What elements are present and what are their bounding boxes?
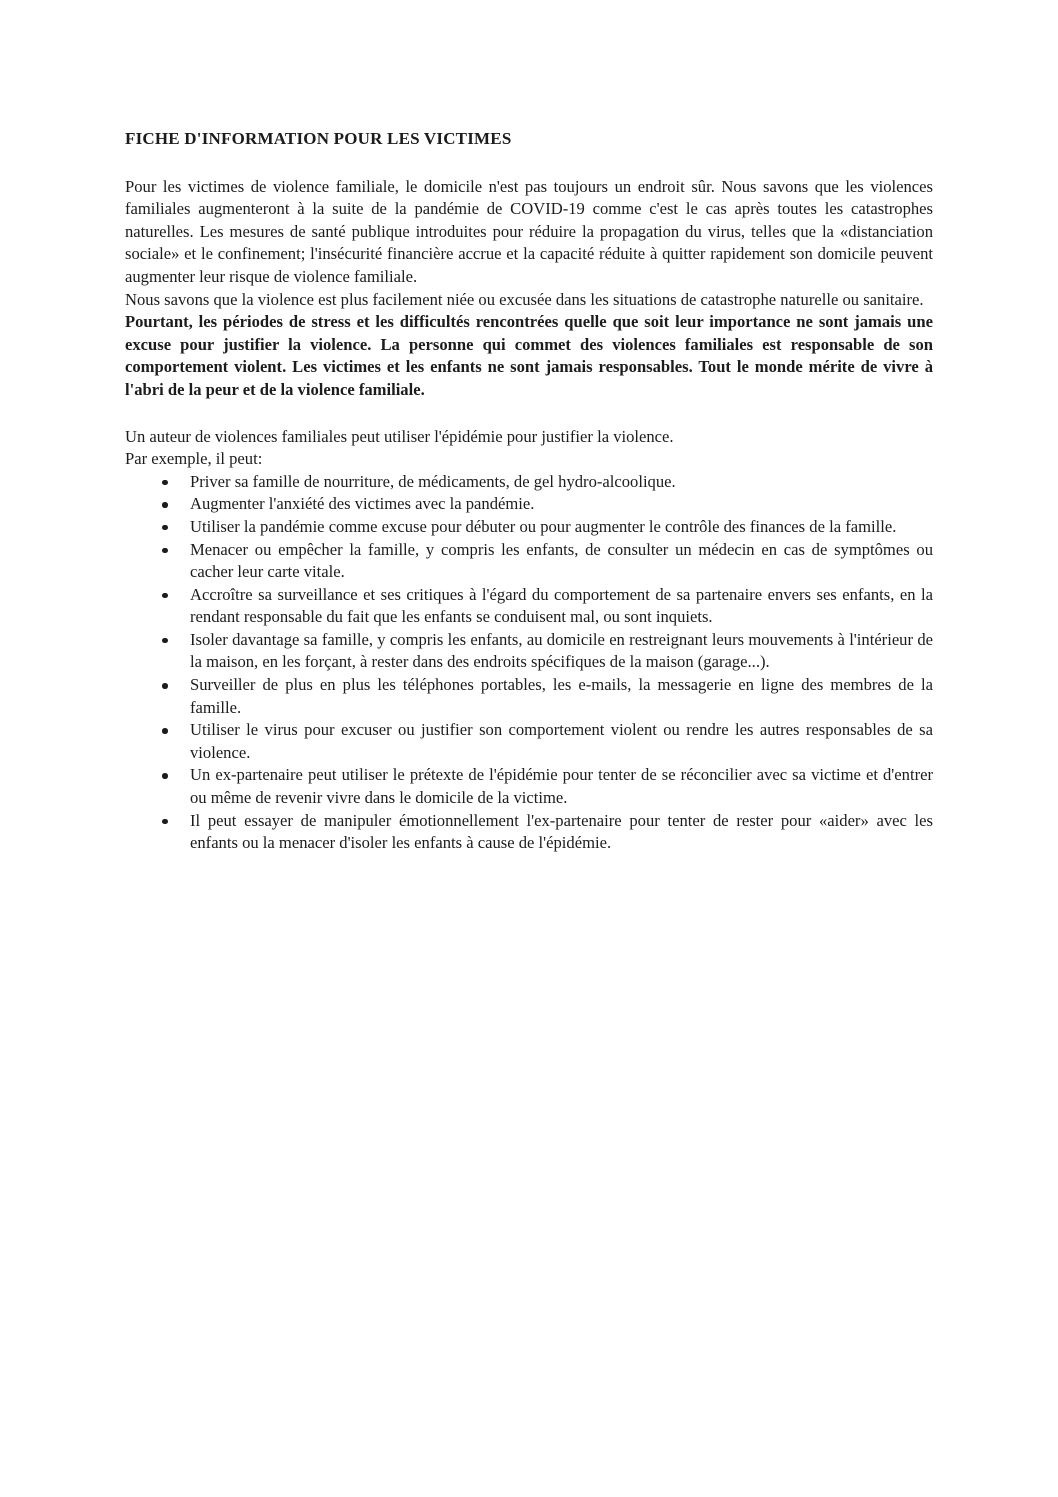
paragraph-denial: Nous savons que la violence est plus facilement niée ou excusée dans les situations de catastrophe naturelle ou sanitaire.: [125, 289, 924, 309]
list-item: Augmenter l'anxiété des victimes avec la pandémie.: [125, 493, 933, 516]
examples-label: Par exemple, il peut:: [125, 449, 263, 469]
list-item: Un ex-partenaire peut utiliser le prétexte de l'épidémie pour tenter de se réconcilier avec sa victime et d'entrer ou même de revenir vivre dans le domicile de la victime.: [125, 764, 933, 809]
list-item: Priver sa famille de nourriture, de médicaments, de gel hydro-alcoolique.: [125, 471, 933, 494]
page-title: FICHE D'INFORMATION POUR LES VICTIMES: [125, 129, 512, 148]
examples-bullet-list: [125, 471, 933, 855]
paragraph-intro: Pour les victimes de violence familiale, le domicile n'est pas toujours un endroit sûr. Nous savons que les violences familiales augmenteront à la suite de la pandémie de COVID-19 comme c'est le cas après toutes les catastrophes naturelles. Les mesures de santé publique introduites pour réduire la propagation du virus, telles que la «distanciation sociale» et le confinement; l'insécurité financière accrue et la capacité réduite à quitter rapidement son domicile peuvent augmenter leur risque de violence familiale.: [125, 176, 933, 286]
paragraph-perpetrator-lead: Un auteur de violences familiales peut utiliser l'épidémie pour justifier la violence.: [125, 426, 674, 446]
list-item: Menacer ou empêcher la famille, y compris les enfants, de consulter un médecin en cas de symptômes ou cacher leur carte vitale.: [125, 539, 933, 584]
list-item: Accroître sa surveillance et ses critiques à l'égard du comportement de sa partenaire envers ses enfants, en la rendant responsable du fait que les enfants se conduisent mal, ou sont inquiets.: [125, 584, 933, 629]
document-content: [125, 128, 933, 855]
list-item: Surveiller de plus en plus les téléphones portables, les e-mails, la messagerie en ligne des membres de la famille.: [125, 674, 933, 719]
paragraph-warning-bold: Pourtant, les périodes de stress et les difficultés rencontrées quelle que soit leur importance ne sont jamais une excuse pour justifier la violence. La personne qui commet des violences familiales est responsable de son comportement violent. Les victimes et les enfants ne sont jamais responsables. Tout le monde mérite de vivre à l'abri de la peur et de la violence familiale.: [125, 312, 933, 399]
list-item: Utiliser le virus pour excuser ou justifier son comportement violent ou rendre les autres responsables de sa violence.: [125, 719, 933, 764]
list-item: Il peut essayer de manipuler émotionnellement l'ex-partenaire pour tenter de rester pour «aider» avec les enfants ou la menacer d'isoler les enfants à cause de l'épidémie.: [125, 810, 933, 855]
list-item: Isoler davantage sa famille, y compris les enfants, au domicile en restreignant leurs mouvements à l'intérieur de la maison, en les forçant, à rester dans des endroits spécifiques de la maison (garage...).: [125, 629, 933, 674]
list-item: Utiliser la pandémie comme excuse pour débuter ou pour augmenter le contrôle des finances de la famille.: [125, 516, 933, 539]
